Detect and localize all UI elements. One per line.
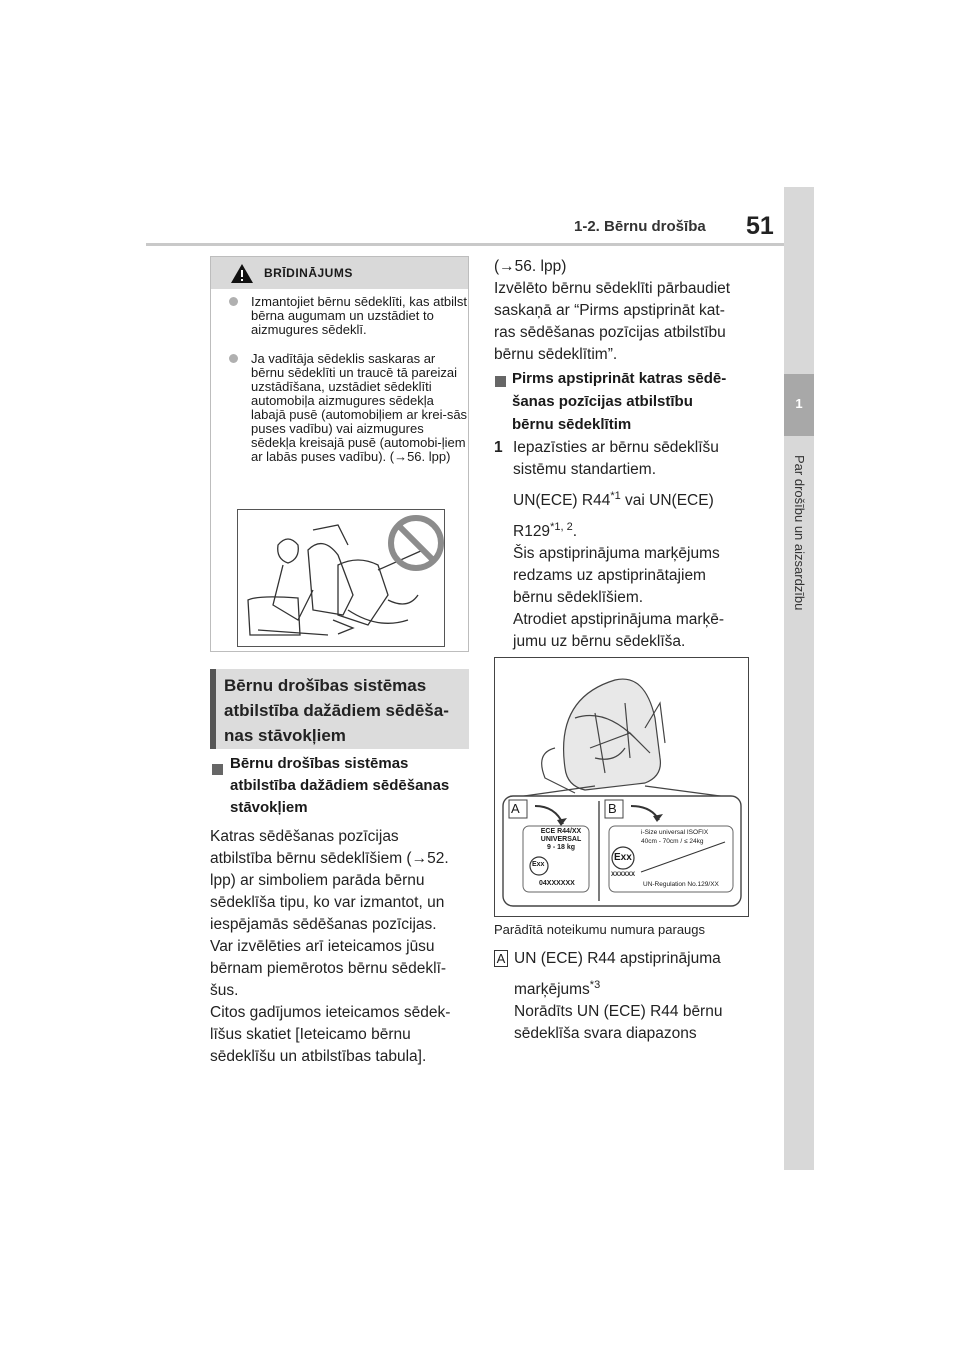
r129-regulation: UN-Regulation No.129/XX <box>643 881 719 888</box>
standard-text: vai UN(ECE) <box>620 492 714 510</box>
label-a: A <box>511 801 520 816</box>
body-line: sēdeklīša svara diapazons <box>514 1025 697 1043</box>
standard-line <box>513 516 753 543</box>
warning-header <box>211 257 468 289</box>
section-heading: Bērnu drošības sistēmas atbilstība dažādiem sēdēša-nas stāvokļiem <box>210 669 469 749</box>
r44-line: UNIVERSAL <box>540 836 582 843</box>
r44-approval-code: 04XXXXXX <box>539 880 575 887</box>
r129-label <box>641 828 733 846</box>
standard-line <box>513 485 753 512</box>
chapter-side-tab <box>784 187 814 1170</box>
bullet-icon <box>229 354 238 363</box>
footnote-ref: *1 <box>610 490 621 502</box>
body-line: UN (ECE) R44 apstiprinājuma <box>514 950 721 967</box>
body-line <box>514 974 754 1001</box>
chapter-label: Par drošību un aizsardzību <box>792 455 807 611</box>
body-line: atbilstība bērnu sēdeklīšiem (→52. <box>210 850 449 867</box>
warning-item <box>229 351 468 464</box>
body-line: Katras sēdēšanas pozīcijas <box>210 828 399 845</box>
body-line: Citos gadījumos ieteicamos sēdek- <box>210 1004 451 1021</box>
step-text <box>513 437 753 653</box>
warning-item-text: Ja vadītāja sēdeklis saskaras ar bērnu sēdeklīti un traucē tā pareizai uzstādīšana, uzstādiet sēdeklīti automobiļa aizmugures sēdekļa labajā pusē (automobiļiem ar krei-sās puses vadību) vai aizmugures sēdekļa kreisajā pusē (automobi-ļiem ar labās puses vadību). (→56. lpp) <box>251 351 468 464</box>
footnote-ref: *3 <box>589 979 601 991</box>
body-line: Šis apstiprinājuma marķējums <box>513 545 720 563</box>
body-line: ras sēdēšanas pozīcijas atbilstību <box>494 324 726 341</box>
subheading: Bērnu drošības sistēmas atbilstība dažādiem sēdēšanas stāvokļiem <box>230 755 450 816</box>
chapter-number: 1 <box>784 374 814 436</box>
footnote-ref: *1, 2 <box>550 521 573 534</box>
r44-line: ECE R44/XX <box>540 828 582 835</box>
subheading-line: Pirms apstiprināt katras sēdē- <box>512 370 727 387</box>
body-line: iespējamās sēdēšanas pozīcijas. <box>210 916 437 933</box>
body-line: redzams uz apstiprinātajiem <box>513 567 706 585</box>
body-line: jumu uz bērnu sēdeklīša. <box>513 633 686 651</box>
subheading-line: bērnu sēdeklītim <box>512 416 632 433</box>
step-number: 1 <box>494 439 503 456</box>
body-line: Izvēlēto bērnu sēdeklīti pārbaudiet <box>494 280 731 297</box>
body-line: bērnu sēdeklītim”. <box>494 346 618 363</box>
body-line: šus. <box>210 982 239 999</box>
body-line: lpp) ar simboliem parāda bērnu <box>210 872 425 889</box>
r129-line: i-Size universal ISOFIX <box>641 829 709 836</box>
standard-text: . <box>572 523 578 541</box>
label-b: B <box>608 801 617 816</box>
body-line: Iepazīsties ar bērnu sēdeklīšu <box>513 439 719 456</box>
body-line: līšus skatiet [Ieteicamo bērnu <box>210 1026 411 1043</box>
item-a-text <box>514 948 754 1045</box>
section-title: 1-2. Bērnu drošība <box>574 218 706 235</box>
item-a-label: A <box>494 950 508 967</box>
warning-item <box>229 294 468 337</box>
r129-approval-code: XXXXXX <box>611 872 636 878</box>
seat-interference-illustration <box>237 509 445 647</box>
body-line: Norādīts UN (ECE) R44 bērnu <box>514 1003 723 1021</box>
right-intro <box>494 256 756 366</box>
warning-title: BRĪDINĀJUMS <box>264 266 353 280</box>
body-line: sēdeklīša tipu, ko var izmantot, un <box>210 894 445 911</box>
r44-label <box>531 828 591 852</box>
r129-e-mark: Exx <box>614 852 632 863</box>
marking-text: marķējums <box>514 981 590 999</box>
subheading <box>512 367 752 436</box>
body-line: sēdeklīšu un atbilstības tabula]. <box>210 1048 427 1065</box>
body-line: bērnam piemērotos bērnu sēdeklī- <box>210 960 447 977</box>
r44-e-mark: Exx <box>532 861 545 868</box>
standard-r129: R129 <box>513 523 551 541</box>
approval-marking-figure <box>494 657 749 917</box>
figure-caption: Parādītā noteikumu numura paraugs <box>494 922 706 937</box>
warning-triangle-icon <box>230 263 254 284</box>
header-rule <box>146 243 784 246</box>
standard-r44: UN(ECE) R44 <box>513 492 611 510</box>
square-bullet-icon <box>495 376 506 387</box>
body-line: Atrodiet apstiprinājuma marķē- <box>513 611 725 629</box>
page-number: 51 <box>746 212 774 240</box>
body-line: sistēmu standartiem. <box>513 461 656 478</box>
body-line: saskaņā ar “Pirms apstiprināt kat- <box>494 302 725 319</box>
body-line: (→56. lpp) <box>494 258 567 275</box>
body-line: bērnu sēdeklīšiem. <box>513 589 644 607</box>
bullet-icon <box>229 297 238 306</box>
r129-line: 40cm - 70cm / ≤ 24kg <box>641 838 704 845</box>
subheading-line: šanas pozīcijas atbilstību <box>512 393 693 410</box>
left-body <box>210 826 472 1068</box>
r44-line: 9 - 18 kg <box>546 844 575 851</box>
warning-item-text: Izmantojiet bērnu sēdeklīti, kas atbilst bērna augumam un uzstādiet to aizmugures sēdeklī. <box>251 294 468 337</box>
warning-box <box>210 256 469 652</box>
square-bullet-icon <box>212 764 223 775</box>
body-line: Var izvēlēties arī ieteicamos jūsu <box>210 938 435 955</box>
